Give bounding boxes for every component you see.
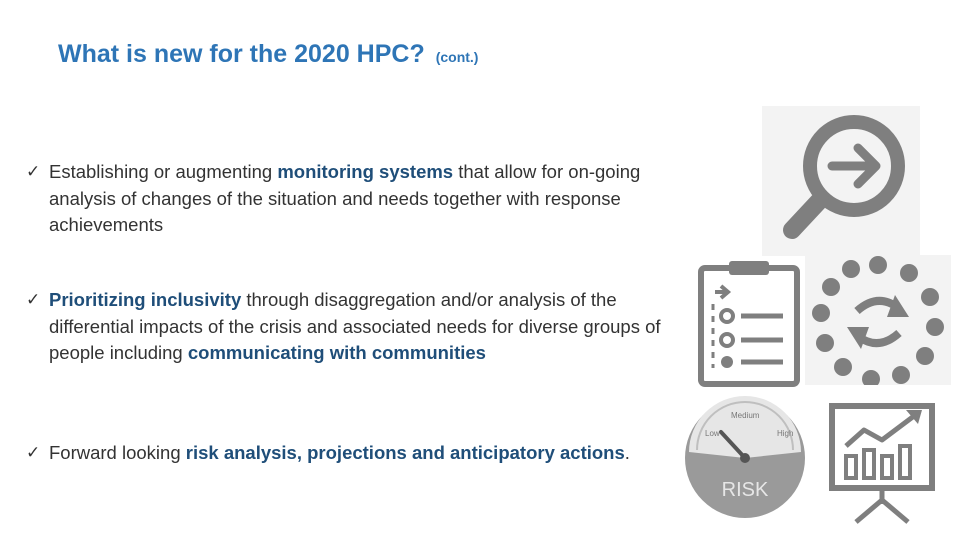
gauge-label-low: Low	[705, 429, 720, 438]
bullet-text-part: Establishing or augmenting	[49, 161, 278, 182]
bullet-text-highlight: risk analysis, projections and anticipatory actions	[185, 442, 625, 463]
bullet-text	[49, 440, 696, 467]
magnifier-arrow-icon	[762, 106, 920, 256]
bullet-text-part: .	[624, 442, 630, 463]
bullet-text	[49, 287, 696, 367]
presentation-chart-icon	[826, 400, 938, 524]
checkmark-icon: ✓	[26, 290, 41, 310]
gauge-label-high: High	[777, 429, 794, 438]
title-main: What is new for the 2020 HPC?	[58, 40, 425, 68]
title-suffix: (cont.)	[435, 49, 479, 65]
refresh-cycle-icon	[805, 255, 951, 385]
checkmark-icon: ✓	[26, 162, 41, 182]
bullet-text-part: through disaggregation and/or analysis of the differential impacts of the crisis and associated needs for diverse groups of people including	[49, 289, 661, 363]
bullet-text	[49, 159, 696, 239]
risk-gauge-icon	[683, 394, 807, 520]
bullet-text-part: that allow for on-going analysis of changes of the situation and needs together with response achievements	[49, 161, 641, 235]
checkmark-icon: ✓	[26, 443, 41, 463]
bullet-text-part: Forward looking	[49, 442, 186, 463]
bullet-text-highlight: monitoring systems	[277, 161, 454, 182]
bullet-item-risk	[26, 440, 696, 467]
slide-title	[58, 40, 478, 69]
bullet-text-highlight: Prioritizing inclusivity	[49, 289, 242, 310]
clipboard-checklist-icon	[697, 258, 801, 388]
gauge-label-risk: RISK	[721, 479, 769, 501]
bullet-item-inclusivity	[26, 287, 696, 367]
bullet-text-highlight: communicating with communities	[187, 342, 486, 363]
bullet-item-monitoring	[26, 159, 696, 239]
gauge-label-medium: Medium	[731, 411, 760, 420]
